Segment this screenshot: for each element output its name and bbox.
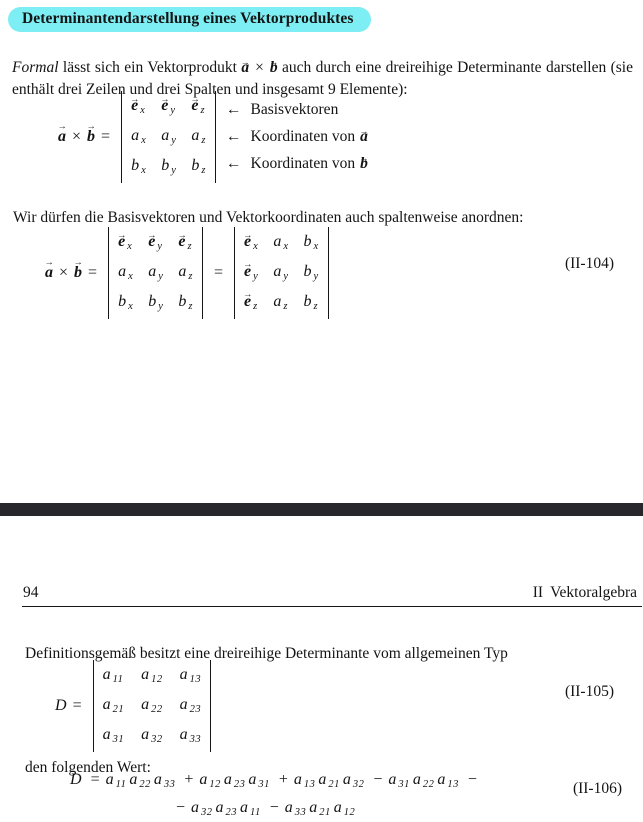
subscript: 32 xyxy=(151,734,163,746)
variable: a xyxy=(388,771,397,788)
scalar-cell xyxy=(141,696,163,716)
inline-cross-product xyxy=(241,59,277,76)
vector-cell xyxy=(191,97,205,117)
scalar-cell xyxy=(333,798,356,819)
variable: b xyxy=(148,292,157,310)
vector-cell xyxy=(178,233,192,253)
expansion-line-1 xyxy=(70,769,483,791)
subscript: y xyxy=(158,271,164,283)
subscript: 32 xyxy=(201,807,213,819)
equation-number: (II-105) xyxy=(564,683,614,700)
chapter-title: Vektoralgebra xyxy=(550,584,637,601)
vector-b: b → xyxy=(360,155,368,172)
vector-cell xyxy=(118,233,132,253)
variable: a xyxy=(153,771,162,788)
subscript: y xyxy=(158,301,164,313)
operator: = xyxy=(90,771,100,788)
scalar-cell xyxy=(180,726,202,746)
subscript: 13 xyxy=(303,779,316,791)
times-operator: × xyxy=(255,58,264,76)
scalar-cell xyxy=(223,771,246,791)
vector-b: b → xyxy=(74,264,82,282)
subscript: 11 xyxy=(115,779,127,791)
vector-symbol: e → xyxy=(178,233,185,250)
subscript: 33 xyxy=(163,779,176,791)
equals-sign: = xyxy=(101,127,111,145)
scalar-cell xyxy=(412,771,435,791)
annotation-koordinaten-b xyxy=(226,155,368,172)
subscript: z xyxy=(201,135,206,147)
vector-cell xyxy=(131,97,145,117)
times-operator: × xyxy=(59,263,69,281)
scalar-cell xyxy=(129,771,151,791)
subscript: y xyxy=(313,271,319,283)
chapter-numeral: II xyxy=(532,584,544,601)
variable: a xyxy=(223,771,232,788)
subscript: y xyxy=(171,135,177,147)
operator: − xyxy=(269,798,279,816)
subscript: y xyxy=(170,105,176,117)
subscript: x xyxy=(140,105,146,117)
variable: a xyxy=(102,695,111,713)
variable: a xyxy=(240,798,249,816)
equals-sign: = xyxy=(88,263,98,281)
scalar-cell xyxy=(70,771,82,788)
subscript: x xyxy=(128,301,134,313)
variable: a xyxy=(148,262,157,280)
operator: + xyxy=(184,771,194,788)
scalar-cell xyxy=(118,263,133,283)
variable: b xyxy=(191,156,200,174)
vector-symbol: e → xyxy=(161,97,168,114)
scalar-cell xyxy=(103,726,125,746)
chapter-running-title xyxy=(533,584,637,602)
subscript: x xyxy=(313,241,319,253)
determinant-rowwise xyxy=(108,227,203,319)
variable: a xyxy=(105,771,114,788)
scalar-cell xyxy=(388,771,410,791)
subscript: 31 xyxy=(398,779,410,791)
vector-cell xyxy=(244,233,258,253)
running-head xyxy=(23,584,637,604)
vector-cell xyxy=(244,263,258,283)
subscript: 13 xyxy=(189,674,202,686)
variable: a xyxy=(178,262,187,280)
scalar-cell xyxy=(178,293,193,313)
equation-II-106 xyxy=(70,769,483,819)
variable: a xyxy=(273,262,282,280)
variable: a xyxy=(215,798,224,816)
left-arrow-icon: ← xyxy=(226,101,242,119)
variable: b xyxy=(161,156,170,174)
subscript: 22 xyxy=(422,779,435,791)
scalar-cell xyxy=(180,696,202,716)
subscript: 22 xyxy=(151,704,163,716)
subscript: z xyxy=(188,271,193,283)
variable: a xyxy=(437,771,446,788)
vector-a: a → xyxy=(58,128,66,146)
variable: a xyxy=(342,771,351,788)
variable: b xyxy=(303,262,312,280)
scalar-cell xyxy=(180,666,202,686)
variable: a xyxy=(141,666,150,683)
variable: a xyxy=(161,126,170,144)
determinant-general xyxy=(93,660,212,752)
equation-cross-product-rowwise xyxy=(58,91,368,183)
scalar-cell xyxy=(342,771,365,791)
subscript: z xyxy=(187,241,193,253)
scalar-cell xyxy=(437,771,459,791)
subscript: z xyxy=(200,105,206,117)
vector-a: a → xyxy=(241,57,249,79)
annotation-koordinaten-a xyxy=(226,128,368,145)
equation-II-105 xyxy=(55,660,211,752)
subscript: z xyxy=(283,301,288,313)
subscript: y xyxy=(171,165,177,177)
subscript: 12 xyxy=(151,674,163,686)
subscript: y xyxy=(283,271,289,283)
subscript: 11 xyxy=(112,674,124,686)
scalar-cell xyxy=(303,293,318,313)
equals-sign: = xyxy=(72,696,82,714)
annotation-basisvektoren xyxy=(226,101,368,118)
subscript: 21 xyxy=(112,704,125,716)
expansion-line-2 xyxy=(170,797,483,819)
variable: a xyxy=(191,126,200,144)
scalar-cell xyxy=(309,798,331,819)
scalar-cell xyxy=(273,233,288,253)
scalar-cell xyxy=(191,157,206,177)
vector-b: b → xyxy=(87,128,95,146)
variable: a xyxy=(141,695,150,713)
variable: a xyxy=(191,798,200,816)
vector-cell xyxy=(244,293,258,313)
determinant-matrix xyxy=(121,91,216,183)
wert-paragraph: den folgenden Wert: xyxy=(25,758,151,776)
equation-II-104 xyxy=(45,227,329,319)
subscript: 33 xyxy=(189,734,202,746)
definition-paragraph: Definitionsgemäß besitzt eine dreireihige Determinante vom allgemeinen Typ xyxy=(25,644,508,662)
vector-a: a → xyxy=(45,264,53,282)
subscript: 31 xyxy=(112,734,125,746)
scalar-cell xyxy=(141,666,163,686)
variable: a xyxy=(318,771,327,788)
variable: a xyxy=(309,798,318,816)
variable: a xyxy=(248,771,257,788)
left-arrow-icon: ← xyxy=(226,155,242,173)
scalar-cell xyxy=(303,233,318,253)
subscript: z xyxy=(188,301,193,313)
equation-lhs xyxy=(58,128,110,146)
subscript: x xyxy=(141,135,147,147)
vector-cell xyxy=(148,233,162,253)
vector-b: b → xyxy=(270,57,278,79)
scalar-cell xyxy=(105,771,127,791)
equals-sign: = xyxy=(214,263,224,281)
subscript: 22 xyxy=(139,779,151,791)
scalar-cell xyxy=(273,263,288,283)
scalar-cell xyxy=(199,771,221,791)
determinant-D: D xyxy=(55,696,67,714)
section-heading: Determinantendarstellung eines Vektorproduktes xyxy=(8,7,371,32)
subscript: z xyxy=(201,165,206,177)
vector-symbol: e → xyxy=(148,233,155,250)
scalar-cell xyxy=(191,127,206,147)
subscript: 23 xyxy=(189,704,202,716)
variable: a xyxy=(141,725,150,743)
spaltenweise-paragraph: Wir dürfen die Basisvektoren und Vektorkoordinaten auch spaltenweise anordnen: xyxy=(13,208,524,226)
subscript: 12 xyxy=(343,807,356,819)
left-arrow-icon: ← xyxy=(226,128,242,146)
variable: a xyxy=(284,798,293,816)
variable: D xyxy=(70,771,82,788)
equation-number: (II-106) xyxy=(572,780,622,797)
vector-symbol: e → xyxy=(191,97,198,114)
times-operator: × xyxy=(72,127,82,145)
subscript: 21 xyxy=(319,807,331,819)
scalar-cell xyxy=(131,157,146,177)
variable: a xyxy=(129,771,138,788)
subscript: x xyxy=(127,241,133,253)
variable: a xyxy=(179,725,188,743)
variable: a xyxy=(118,262,127,280)
variable: a xyxy=(199,771,208,788)
variable: b xyxy=(303,233,312,250)
subscript: 33 xyxy=(294,807,307,819)
scalar-cell xyxy=(215,798,238,819)
scalar-cell xyxy=(303,263,318,283)
scalar-cell xyxy=(248,771,270,791)
variable: a xyxy=(273,233,282,250)
scalar-cell xyxy=(103,696,125,716)
variable: a xyxy=(131,126,140,144)
variable: a xyxy=(333,798,342,816)
scalar-cell xyxy=(161,157,176,177)
subscript: y xyxy=(157,241,163,253)
paragraph-text: auch durch eine dreireihige Determinante darstellen (sie enthält drei Zeilen und drei Spalten und insgesamt 9 Elemente): xyxy=(12,58,633,98)
variable: a xyxy=(179,695,188,713)
emphasis-word: Formal xyxy=(12,58,59,76)
variable: a xyxy=(102,725,111,743)
scalar-cell xyxy=(273,293,288,313)
scalar-cell xyxy=(318,771,340,791)
subscript: x xyxy=(141,165,147,177)
scalar-cell xyxy=(131,127,146,147)
row-annotations xyxy=(226,95,368,178)
vector-symbol: e → xyxy=(244,233,251,250)
subscript: x xyxy=(283,241,289,253)
scalar-cell xyxy=(148,293,163,313)
variable: a xyxy=(102,666,111,683)
operator: + xyxy=(278,771,288,788)
paragraph-text: lässt sich ein Vektorprodukt xyxy=(58,58,242,76)
variable: b xyxy=(118,292,127,310)
operator: − xyxy=(373,771,383,788)
equation-lhs xyxy=(55,697,82,715)
page-number: 94 xyxy=(23,584,39,601)
annotation-text: Basisvektoren xyxy=(250,101,339,119)
subscript: 21 xyxy=(328,779,340,791)
operator: − xyxy=(467,771,477,788)
variable: a xyxy=(412,771,421,788)
annotation-text: Koordinaten von xyxy=(250,128,356,146)
operator: − xyxy=(176,798,186,816)
subscript: z xyxy=(313,301,319,313)
scalar-cell xyxy=(178,263,193,283)
subscript: 11 xyxy=(250,807,261,819)
equation-number: (II-104) xyxy=(564,255,614,272)
variable: a xyxy=(273,292,282,310)
subscript: 13 xyxy=(447,779,459,791)
running-head-rule xyxy=(22,606,642,607)
scalar-cell xyxy=(153,771,176,791)
scalar-cell xyxy=(141,726,163,746)
vector-cell xyxy=(161,97,175,117)
annotation-text: Koordinaten von xyxy=(250,155,356,173)
page-divider-bar xyxy=(0,503,643,516)
variable: a xyxy=(179,666,188,683)
scalar-cell xyxy=(240,798,261,819)
vector-symbol: e → xyxy=(118,233,125,250)
subscript: z xyxy=(253,301,258,313)
subscript: 31 xyxy=(258,779,270,791)
vector-symbol: e → xyxy=(244,293,251,310)
scalar-cell xyxy=(161,127,176,147)
variable: a xyxy=(293,771,302,788)
determinant-columnwise xyxy=(234,227,329,319)
subscript: x xyxy=(253,241,259,253)
vector-symbol: e → xyxy=(131,97,138,114)
variable: b xyxy=(178,292,187,310)
subscript: 23 xyxy=(225,807,238,819)
scalar-cell xyxy=(118,293,133,313)
subscript: 32 xyxy=(352,779,365,791)
subscript: 12 xyxy=(209,779,221,791)
subscript: y xyxy=(253,271,259,283)
variable: b xyxy=(131,156,140,174)
scalar-cell xyxy=(103,666,124,686)
subscript: 23 xyxy=(233,779,246,791)
variable: b xyxy=(303,292,312,310)
vector-a: a → xyxy=(360,128,368,145)
scalar-cell xyxy=(284,798,307,819)
subscript: x xyxy=(128,271,134,283)
vector-symbol: e → xyxy=(244,263,251,280)
equation-lhs xyxy=(45,264,97,282)
scalar-cell xyxy=(148,263,163,283)
scalar-cell xyxy=(191,798,213,819)
scalar-cell xyxy=(293,771,316,791)
